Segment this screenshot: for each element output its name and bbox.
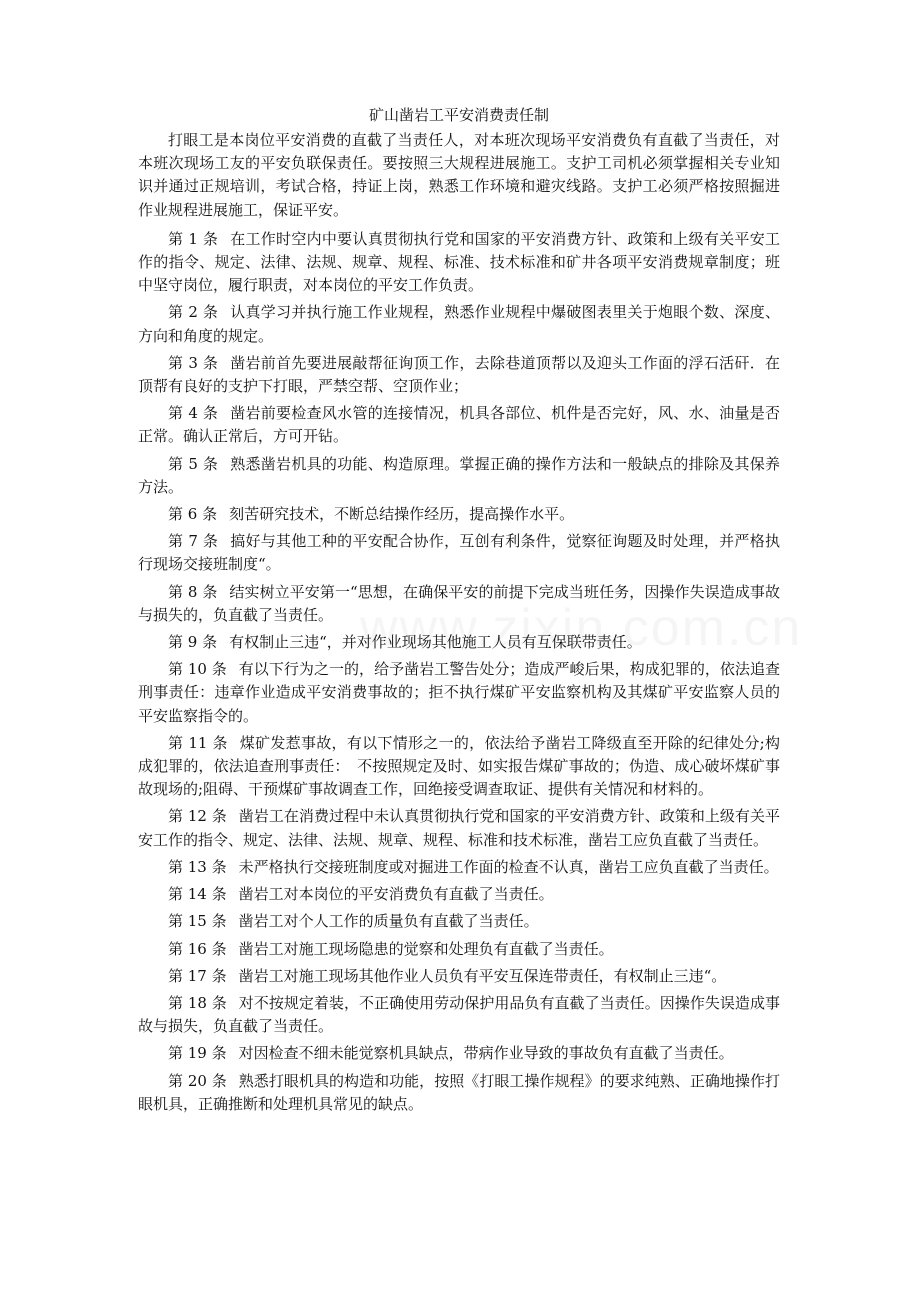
article-paragraph	[138, 856, 780, 879]
article-number: 第 5 条	[168, 454, 219, 473]
article-text: 凿岩前要检查风水管的连接情况，机具各部位、机件是否完好，风、水、油量是否正常。确认正常后，方可开钻。	[138, 404, 780, 446]
article-number: 第 19 条	[168, 1044, 227, 1063]
article-paragraph	[138, 453, 780, 499]
article-text: 熟悉打眼机具的构造和功能，按照《打眼工操作规程》的要求纯熟、正确地操作打眼机具，正确推断和处理机具常见的缺点。	[138, 1071, 780, 1113]
article-text: 对因检查不细未能觉察机具缺点，带病作业导致的事故负有直截了当责任。	[238, 1044, 734, 1063]
article-paragraph	[138, 301, 780, 347]
article-text: 熟悉凿岩机具的功能、构造原理。掌握正确的操作方法和一般缺点的排除及其保养方法。	[138, 454, 780, 496]
article-text: 结实树立平安第一“思想，在确保平安的前提下完成当班任务，因操作失误造成事故与损失的，负直截了当责任。	[138, 582, 780, 624]
article-number: 第 12 条	[168, 807, 227, 826]
article-text: 凿岩工对本岗位的平安消费负有直截了当责任。	[238, 885, 554, 904]
article-paragraph	[138, 402, 780, 448]
article-number: 第 9 条	[168, 633, 218, 652]
articles-list	[138, 228, 780, 1116]
article-text: 刻苦研究技术，不断总结操作经历，提高操作水平。	[229, 505, 575, 524]
article-text: 认真学习并执行施工作业规程，熟悉作业规程中爆破图表里关于炮眼个数、深度、方向和角度的规定。	[138, 303, 780, 345]
article-paragraph	[138, 910, 780, 933]
article-text: 凿岩工在消费过程中未认真贯彻执行党和国家的平安消费方针、政策和上级有关平安工作的指令、规定、法律、法规、规章、规程、标准和技术标准，凿岩工应负直截了当责任。	[138, 807, 780, 849]
article-paragraph	[138, 938, 780, 961]
article-number: 第 2 条	[168, 303, 219, 322]
document-title: 矿山凿岩工平安消费责任制	[368, 106, 549, 124]
article-text: 凿岩前首先要进展敲帮征询顶工作，去除巷道顶帮以及迎头工作面的浮石活矸．在顶帮有良好的支护下打眼，严禁空帮、空顶作业；	[138, 353, 780, 396]
article-paragraph	[138, 631, 780, 654]
article-number: 第 8 条	[168, 582, 218, 601]
intro-paragraph: 打眼工是本岗位平安消费的直截了当责任人，对本班次现场平安消费负有直截了当责任，对本班次现场工友的平安负联保责任。要按照三大规程进展施工。支护工司机必须掌握相关专业知识并通过正规培训，考试合格，持证上岗，熟悉工作环境和避灾线路。支护工必须严格按照掘进作业规程进展施工，保证平安。	[138, 131, 780, 219]
article-text: 对不按规定着装，不正确使用劳动保护用品负有直截了当责任。因操作失误造成事故与损失，负直截了当责任。	[138, 993, 780, 1036]
article-number: 第 14 条	[168, 885, 227, 904]
article-number: 第 4 条	[168, 404, 219, 423]
article-number: 第 1 条	[168, 229, 219, 248]
article-number: 第 15 条	[168, 912, 227, 931]
article-number: 第 17 条	[168, 966, 227, 985]
article-text: 凿岩工对施工现场其他作业人员负有平安互保连带责任，有权制止三违“。	[238, 966, 727, 985]
article-number: 第 20 条	[168, 1071, 227, 1090]
article-number: 第 7 条	[168, 532, 219, 551]
article-paragraph	[138, 1070, 780, 1116]
article-text: 煤矿发惹事故，有以下情形之一的，依法给予凿岩工降级直至开除的纪律处分;构成犯罪的，依法追查刑事责任： 不按照规定及时、如实报告煤矿事故的；伪造、成心破坏煤矿事故现场的;阻碍、干预煤矿事故调查工作，回绝接受调查取证、提供有关情况和材料的。	[138, 733, 781, 799]
article-number: 第 6 条	[168, 505, 218, 524]
article-text: 有以下行为之一的，给予凿岩工警告处分；造成严峻后果，构成犯罪的，依法追查刑事责任：违章作业造成平安消费事故的；拒不执行煤矿平安监察机构及其煤矿平安监察人员的平安监察指令的。	[138, 660, 780, 725]
article-paragraph	[138, 805, 780, 851]
article-text: 有权制止三违“，并对作业现场其他施工人员有互保联带责任。	[229, 633, 642, 652]
article-text: 凿岩工对施工现场隐患的觉察和处理负有直截了当责任。	[238, 939, 614, 958]
article-number: 第 16 条	[168, 939, 227, 958]
article-paragraph	[138, 965, 780, 988]
article-paragraph	[138, 352, 780, 398]
article-number: 第 3 条	[168, 353, 219, 372]
article-paragraph	[138, 883, 780, 906]
article-paragraph	[138, 658, 780, 728]
document-body	[138, 104, 780, 1120]
article-number: 第 18 条	[168, 993, 227, 1012]
article-number: 第 11 条	[168, 733, 228, 752]
article-text: 未严格执行交接班制度或对掘进工作面的检查不认真，凿岩工应负直截了当责任。	[238, 857, 779, 876]
article-paragraph	[138, 581, 780, 627]
article-text: 凿岩工对个人工作的质量负有直截了当责任。	[238, 912, 539, 931]
article-paragraph	[138, 530, 780, 576]
article-paragraph	[138, 228, 780, 298]
article-paragraph	[138, 1042, 780, 1065]
article-number: 第 10 条	[168, 660, 227, 679]
article-paragraph	[138, 992, 780, 1038]
article-text: 在工作时空内中要认真贯彻执行党和国家的平安消费方针、政策和上级有关平安工作的指令、规定、法律、法规、规章、规程、标准、技术标准和矿井各项平安消费规章制度；班中坚守岗位，履行职责，对本岗位的平安工作负责。	[138, 229, 780, 295]
article-number: 第 13 条	[168, 857, 227, 876]
article-text: 搞好与其他工种的平安配合协作，互创有利条件，觉察征询题及时处理，并严格执行现场交接班制度“。	[138, 532, 780, 574]
article-paragraph	[138, 503, 780, 526]
article-paragraph	[138, 732, 780, 802]
